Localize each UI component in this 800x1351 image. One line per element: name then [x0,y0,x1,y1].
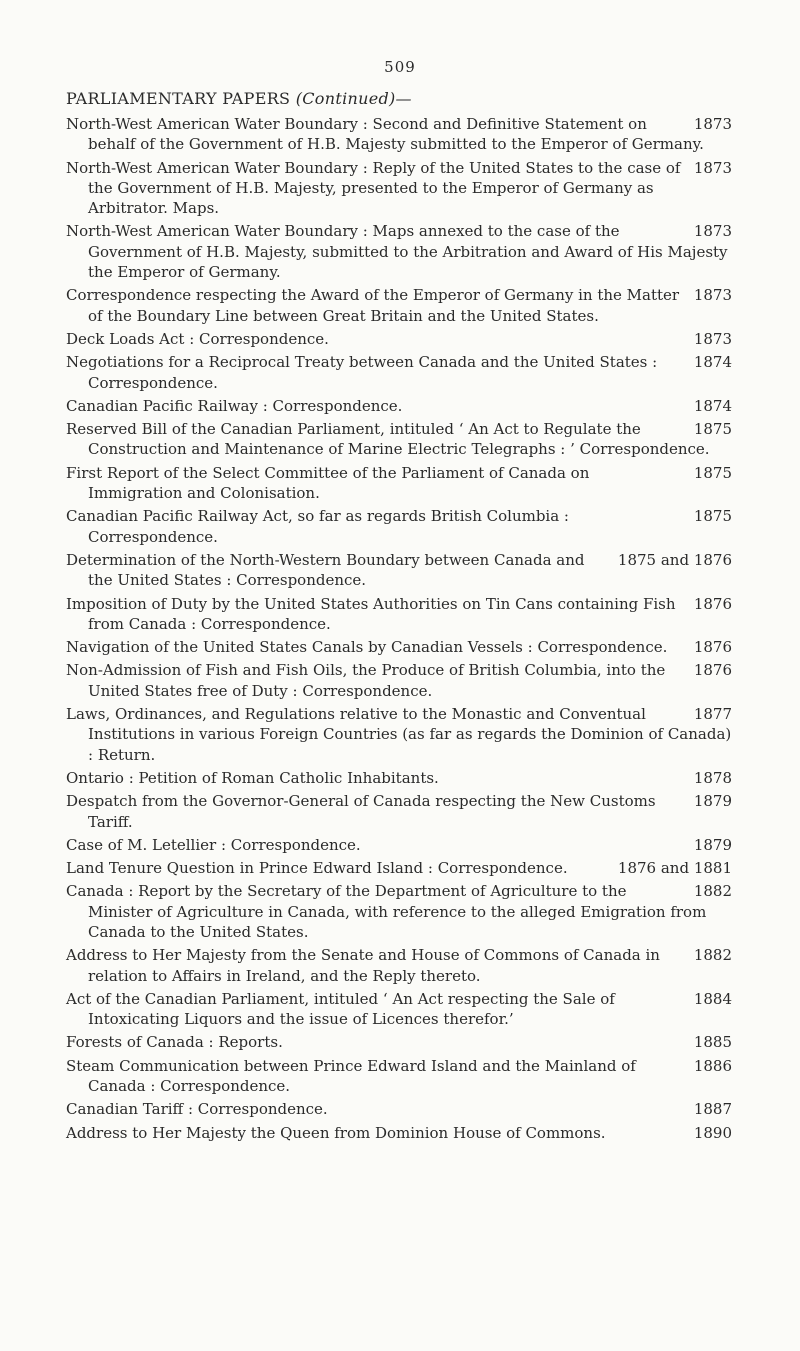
entry-year: 1879 [693,792,732,811]
entry-year: 1876 and 1881 [617,859,732,878]
list-item [66,285,732,326]
list-item [66,945,732,986]
entry-text: Correspondence respecting the Award of the Emperor of Germany in the Matter of the Boundary Line between Great Britain and the United States. [66,286,680,325]
heading-title: PARLIAMENTARY PAPERS [66,89,291,108]
entry-list [66,114,732,1146]
entry-year: 1873 [693,115,732,133]
list-item [66,506,732,547]
entry-text: Canadian Pacific Railway Act, so far as regards British Columbia : Correspondence. [66,507,569,546]
entry-text: Act of the Canadian Parliament, intituled ‘ An Act respecting the Sale of Intoxicating Liquors and the issue of Licences therefor.’ [66,989,615,1029]
entry-text: Canadian Pacific Railway : Correspondence. [66,396,403,415]
entry-year: 1886 [693,1056,732,1075]
list-item [66,791,732,832]
entry-text: Deck Loads Act : Correspondence. [66,329,329,348]
list-item [66,989,732,1030]
list-item [66,704,732,765]
entry-year: 1875 and 1876 [617,550,732,569]
entry-year: 1875 [693,463,732,482]
entry-year: 1884 [693,989,732,1008]
list-item [66,419,732,460]
section-heading [66,89,412,108]
entry-year: 1874 [693,353,732,372]
list-item [66,114,732,155]
entry-year: 1873 [693,222,732,241]
list-item [66,463,732,504]
entry-text: Land Tenure Question in Prince Edward Island : Correspondence. [66,859,568,878]
list-item [66,352,732,393]
entry-text: Ontario : Petition of Roman Catholic Inhabitants. [66,768,439,787]
entry-year: 1879 [693,835,732,854]
entry-text: Imposition of Duty by the United States Authorities on Tin Cans containing Fish from Canada : Correspondence. [66,594,676,633]
entry-text: Negotiations for a Reciprocal Treaty between Canada and the United States : Correspondence. [66,353,658,392]
list-item [66,1099,732,1119]
list-item [66,396,732,416]
list-item [66,594,732,635]
entry-year: 1874 [693,396,732,415]
entry-year: 1878 [693,768,732,787]
list-item [66,221,732,282]
list-item [66,1123,732,1143]
list-item [66,637,732,657]
entry-year: 1873 [693,329,732,348]
entry-text: Laws, Ordinances, and Regulations relative to the Monastic and Conventual Institutions in various Foreign Countries (as far as regards the Dominion of Canada) : Return. [66,705,732,764]
list-item [66,835,732,855]
list-item [66,1056,732,1097]
entry-year: 1890 [693,1123,732,1142]
entry-year: 1885 [693,1033,732,1052]
entry-year: 1873 [693,158,732,177]
list-item [66,550,732,591]
heading-continued: (Continued)— [295,89,412,108]
entry-text: Steam Communication between Prince Edward Island and the Mainland of Canada : Correspondence. [66,1056,636,1096]
list-item [66,660,732,701]
list-item [66,158,732,219]
entry-year: 1877 [693,705,732,724]
entry-text: Address to Her Majesty the Queen from Dominion House of Commons. [66,1123,606,1142]
entry-text: Address to Her Majesty from the Senate and House of Commons of Canada in relation to Affairs in Ireland, and the Reply thereto. [66,946,660,985]
list-item [66,768,732,788]
entry-text: Despatch from the Governor-General of Canada respecting the New Customs Tariff. [66,792,656,831]
page-number: 509 [384,58,416,76]
entry-text: Non-Admission of Fish and Fish Oils, the Produce of British Columbia, into the United States free of Duty : Correspondence. [66,661,666,700]
entry-text: Forests of Canada : Reports. [66,1033,283,1052]
entry-year: 1882 [693,882,732,901]
entry-year: 1873 [693,286,732,305]
list-item [66,881,732,942]
entry-text: Canadian Tariff : Correspondence. [66,1100,328,1119]
entry-text: North-West American Water Boundary : Second and Definitive Statement on behalf of the Government of H.B. Majesty submitted to the Emperor of Germany. [66,115,704,154]
entry-year: 1875 [693,420,732,439]
entry-text: Navigation of the United States Canals by Canadian Vessels : Correspondence. [66,638,668,657]
entry-text: Case of M. Letellier : Correspondence. [66,835,361,854]
entry-year: 1882 [693,946,732,965]
list-item [66,1032,732,1052]
entry-text: Canada : Report by the Secretary of the Department of Agriculture to the Minister of Agriculture in Canada, with reference to the alleged Emigration from Canada to the United States. [66,882,707,941]
entry-text: Reserved Bill of the Canadian Parliament, intituled ‘ An Act to Regulate the Construction and Maintenance of Marine Electric Telegraphs : ’ Correspondence. [66,420,710,459]
entry-text: North-West American Water Boundary : Reply of the United States to the case of the Government of H.B. Majesty, presented to the Emperor of Germany as Arbitrator. Maps. [66,158,681,218]
entry-year: 1876 [693,594,732,613]
list-item [66,858,732,878]
entry-year: 1875 [693,507,732,526]
entry-text: North-West American Water Boundary : Maps annexed to the case of the Government of H.B. Majesty, submitted to the Arbitration and Award of His Majesty the Emperor of Germany. [66,222,728,282]
entry-text: First Report of the Select Committee of the Parliament of Canada on Immigration and Colonisation. [66,463,590,503]
list-item [66,329,732,349]
entry-year: 1876 [693,638,732,657]
entry-year: 1876 [693,661,732,680]
entry-year: 1887 [693,1100,732,1119]
entry-text: Determination of the North-Western Boundary between Canada and the United States : Correspondence. [66,550,585,590]
